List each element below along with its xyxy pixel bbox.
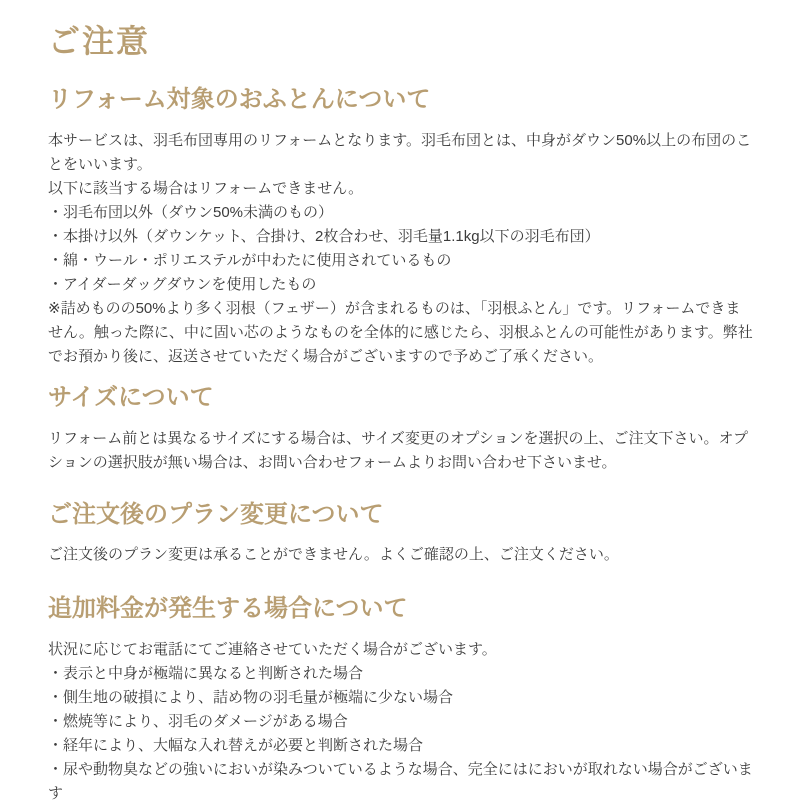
paragraph: 以下に該当する場合はリフォームできません。 xyxy=(48,179,364,197)
list-item: ・経年により、大幅な入れ替えが必要と判断された場合 xyxy=(48,736,424,754)
list-item: ・尿や動物臭などの強いにおいが染みついているような場合、完全にはにおいが取れない場合がございます xyxy=(48,760,753,800)
list-item: ・綿・ウール・ポリエステルが中わたに使用されているもの xyxy=(48,251,452,269)
section-heading-extra-fee: 追加料金が発生する場合について xyxy=(48,595,408,623)
section-reform-target xyxy=(48,86,755,369)
section-heading-size: サイズについて xyxy=(48,383,214,411)
list-item: ・本掛け以外（ダウンケット、合掛け、2枚合わせ、羽毛量1.1kg以下の羽毛布団） xyxy=(48,227,600,245)
paragraph: リフォーム前とは異なるサイズにする場合は、サイズ変更のオプションを選択の上、ご注文下さい。オプションの選択肢が無い場合は、お問い合わせフォームよりお問い合わせ下さいませ。 xyxy=(48,429,749,471)
section-plan-change xyxy=(48,501,755,568)
list-item: ・燃焼等により、羽毛のダメージがある場合 xyxy=(48,712,348,730)
page-title: ご注意 xyxy=(48,22,151,60)
paragraph: 状況に応じてお電話にてご連絡させていただく場合がございます。 xyxy=(48,640,497,658)
section-extra-fee xyxy=(48,595,755,800)
section-size xyxy=(48,384,755,475)
list-item: ・表示と中身が極端に異なると判断された場合 xyxy=(48,664,364,682)
list-item: ・アイダーダッグダウンを使用したもの xyxy=(48,275,317,293)
note-text: ※詰めものの50%より多く羽根（フェザー）が含まれるものは、「羽根ふとん」です。リフォームできません。触った際に、中に固い芯のようなものを全体的に感じたら、羽根ふとんの可能性があります。弊社でお預かり後に、返送させていただく場合がございますので予めご了承ください。 xyxy=(48,299,753,365)
section-heading-plan-change: ご注文後のプラン変更について xyxy=(48,500,384,528)
list-item: ・羽毛布団以外（ダウン50%未満のもの） xyxy=(48,203,334,221)
section-heading-reform-target: リフォーム対象のおふとんについて xyxy=(48,86,431,114)
list-item: ・側生地の破損により、詰め物の羽毛量が極端に少ない場合 xyxy=(48,688,454,706)
paragraph: 本サービスは、羽毛布団専用のリフォームとなります。羽毛布団とは、中身がダウン50%以上の布団のことをいいます。 xyxy=(48,131,752,173)
paragraph: ご注文後のプラン変更は承ることができません。よくご確認の上、ご注文ください。 xyxy=(48,546,619,564)
